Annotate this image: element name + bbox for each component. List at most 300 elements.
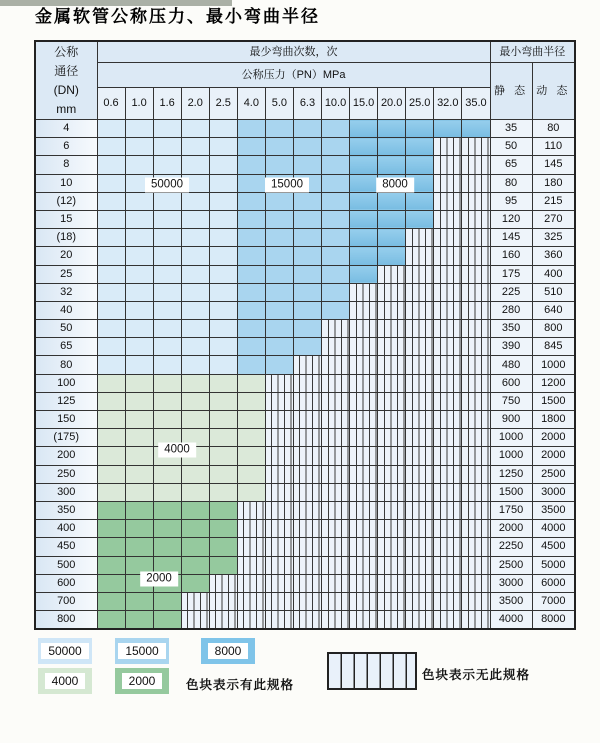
no-spec-cell: [237, 501, 265, 519]
no-spec-cell: [350, 429, 378, 447]
spec-cell: [265, 247, 293, 265]
no-spec-cell: [322, 574, 350, 592]
no-spec-cell: [350, 374, 378, 392]
spec-cell: [293, 301, 321, 319]
spec-cell: [97, 174, 125, 192]
no-spec-cell: [462, 520, 490, 538]
table-body: [35, 120, 575, 630]
spec-cell: [293, 338, 321, 356]
static-radius-cell: 50: [490, 138, 532, 156]
spec-cell: [97, 483, 125, 501]
static-radius-cell: 1250: [490, 465, 532, 483]
table-row: [35, 465, 575, 483]
no-spec-cell: [265, 592, 293, 610]
spec-cell: [97, 447, 125, 465]
pressure-header: 32.0: [434, 88, 462, 120]
no-spec-cell: [406, 411, 434, 429]
dynamic-radius-cell: 510: [532, 283, 575, 301]
spec-cell: [265, 301, 293, 319]
spec-cell: [322, 247, 350, 265]
spec-cell: [181, 374, 209, 392]
spec-cell: [293, 156, 321, 174]
spec-cell: [97, 338, 125, 356]
spec-cell: [265, 210, 293, 228]
table-row: [35, 574, 575, 592]
spec-cell: [406, 192, 434, 210]
spec-cell: [125, 301, 153, 319]
spec-cell: [350, 174, 378, 192]
dn-header-line: 通径: [54, 63, 79, 78]
spec-cell: [378, 120, 406, 138]
no-spec-cell: [434, 592, 462, 610]
dynamic-radius-cell: 145: [532, 156, 575, 174]
table-row: [35, 229, 575, 247]
spec-cell: [209, 174, 237, 192]
spec-cell: [293, 247, 321, 265]
spec-cell: [125, 265, 153, 283]
spec-cell: [125, 411, 153, 429]
no-spec-cell: [462, 174, 490, 192]
no-spec-cell: [462, 429, 490, 447]
no-spec-cell: [434, 338, 462, 356]
no-spec-cell: [434, 229, 462, 247]
spec-cell: [125, 538, 153, 556]
spec-cell: [434, 120, 462, 138]
static-radius-cell: 390: [490, 338, 532, 356]
spec-cell: [378, 192, 406, 210]
no-spec-cell: [209, 592, 237, 610]
no-spec-cell: [406, 556, 434, 574]
spec-cell: [153, 538, 181, 556]
no-spec-cell: [378, 556, 406, 574]
dn-cell: 350: [35, 501, 97, 519]
spec-cell: [125, 592, 153, 610]
table-row: [35, 411, 575, 429]
spec-cell: [153, 411, 181, 429]
dynamic-radius-cell: 8000: [532, 611, 575, 630]
spec-cell: [97, 301, 125, 319]
no-spec-cell: [462, 411, 490, 429]
spec-cell: [406, 210, 434, 228]
spec-cell: [462, 120, 490, 138]
spec-cell: [237, 411, 265, 429]
no-spec-cell: [322, 556, 350, 574]
no-spec-cell: [378, 574, 406, 592]
dn-header-line: 公称: [54, 44, 79, 59]
no-spec-cell: [265, 538, 293, 556]
no-spec-cell: [378, 501, 406, 519]
legend-has-spec-note: 色块表示有此规格: [186, 678, 295, 692]
spec-cell: [153, 120, 181, 138]
no-spec-cell: [265, 574, 293, 592]
no-spec-cell: [406, 574, 434, 592]
no-spec-cell: [350, 338, 378, 356]
spec-cell: [125, 247, 153, 265]
no-spec-cell: [265, 429, 293, 447]
legend-swatch-15000: [115, 638, 169, 664]
no-spec-cell: [322, 374, 350, 392]
spec-cell: [97, 574, 125, 592]
dn-header-line: mm: [56, 101, 77, 116]
spec-cell: [97, 411, 125, 429]
no-spec-cell: [350, 538, 378, 556]
no-spec-cell: [462, 229, 490, 247]
no-spec-cell: [434, 520, 462, 538]
dynamic-radius-cell: 80: [532, 120, 575, 138]
table-row: [35, 538, 575, 556]
spec-cell: [293, 120, 321, 138]
table-header: [35, 41, 575, 120]
dynamic-radius-cell: 325: [532, 229, 575, 247]
spec-cell: [322, 283, 350, 301]
no-spec-cell: [462, 210, 490, 228]
pressure-band-header: 公称压力（PN）MPa: [97, 63, 490, 88]
spec-cell: [97, 556, 125, 574]
table-row: [35, 192, 575, 210]
dn-cell: 450: [35, 538, 97, 556]
no-spec-cell: [406, 611, 434, 630]
spec-cell: [322, 138, 350, 156]
no-spec-cell: [350, 283, 378, 301]
dynamic-radius-cell: 6000: [532, 574, 575, 592]
spec-cell: [181, 247, 209, 265]
dynamic-radius-cell: 4500: [532, 538, 575, 556]
spec-cell: [209, 265, 237, 283]
no-spec-cell: [406, 465, 434, 483]
no-spec-cell: [350, 611, 378, 630]
spec-cell: [237, 356, 265, 374]
spec-cell: [209, 283, 237, 301]
spec-cell: [209, 247, 237, 265]
spec-cell: [209, 301, 237, 319]
no-spec-cell: [434, 138, 462, 156]
header-row-1: [35, 41, 575, 63]
dn-cell: 4: [35, 120, 97, 138]
spec-cell: [265, 320, 293, 338]
spec-cell: [181, 265, 209, 283]
spec-cell: [181, 156, 209, 174]
table-row: [35, 338, 575, 356]
spec-cell: [181, 138, 209, 156]
dn-cell: (175): [35, 429, 97, 447]
zone-label-8000: 8000: [376, 178, 414, 193]
dn-cell: 25: [35, 265, 97, 283]
spec-cell: [97, 320, 125, 338]
no-spec-cell: [462, 501, 490, 519]
table-row: [35, 356, 575, 374]
no-spec-cell: [322, 483, 350, 501]
spec-cell: [125, 338, 153, 356]
dn-cell: 600: [35, 574, 97, 592]
spec-cell: [209, 356, 237, 374]
spec-cell: [153, 192, 181, 210]
spec-cell: [181, 210, 209, 228]
no-spec-cell: [322, 465, 350, 483]
no-spec-cell: [350, 592, 378, 610]
no-spec-cell: [378, 429, 406, 447]
spec-cell: [153, 138, 181, 156]
no-spec-cell: [209, 611, 237, 630]
no-spec-cell: [293, 411, 321, 429]
spec-cell: [237, 320, 265, 338]
no-spec-cell: [434, 192, 462, 210]
no-spec-cell: [462, 320, 490, 338]
spec-cell: [237, 429, 265, 447]
dynamic-radius-cell: 7000: [532, 592, 575, 610]
spec-cell: [322, 156, 350, 174]
spec-cell: [378, 210, 406, 228]
no-spec-cell: [462, 192, 490, 210]
spec-cell: [97, 592, 125, 610]
spec-cell: [125, 611, 153, 630]
spec-cell: [237, 392, 265, 410]
dynamic-radius-cell: 270: [532, 210, 575, 228]
no-spec-cell: [265, 392, 293, 410]
no-spec-cell: [237, 556, 265, 574]
static-radius-cell: 3000: [490, 574, 532, 592]
dn-cell: 300: [35, 483, 97, 501]
spec-cell: [265, 120, 293, 138]
no-spec-cell: [434, 447, 462, 465]
static-radius-cell: 225: [490, 283, 532, 301]
spec-cell: [209, 156, 237, 174]
pressure-header: 2.5: [209, 88, 237, 120]
no-spec-cell: [322, 411, 350, 429]
dn-cell: 100: [35, 374, 97, 392]
no-spec-cell: [350, 392, 378, 410]
no-spec-cell: [378, 338, 406, 356]
no-spec-cell: [462, 611, 490, 630]
spec-cell: [237, 229, 265, 247]
no-spec-cell: [265, 520, 293, 538]
spec-cell: [97, 156, 125, 174]
dn-cell: 8: [35, 156, 97, 174]
no-spec-cell: [293, 392, 321, 410]
dynamic-radius-cell: 1500: [532, 392, 575, 410]
no-spec-cell: [378, 483, 406, 501]
spec-cell: [209, 538, 237, 556]
no-spec-cell: [378, 611, 406, 630]
pressure-header: 0.6: [97, 88, 125, 120]
no-spec-cell: [434, 538, 462, 556]
no-spec-cell: [293, 538, 321, 556]
spec-cell: [350, 120, 378, 138]
dynamic-radius-cell: 1200: [532, 374, 575, 392]
dn-cell: 50: [35, 320, 97, 338]
no-spec-cell: [406, 229, 434, 247]
static-radius-cell: 480: [490, 356, 532, 374]
no-spec-cell: [462, 374, 490, 392]
legend-swatch-2000: [115, 668, 169, 694]
no-spec-cell: [322, 611, 350, 630]
table-row: [35, 483, 575, 501]
dn-cell: 200: [35, 447, 97, 465]
static-radius-cell: 160: [490, 247, 532, 265]
no-spec-cell: [378, 320, 406, 338]
dn-cell: 20: [35, 247, 97, 265]
pressure-header: 15.0: [350, 88, 378, 120]
pressure-header: 25.0: [406, 88, 434, 120]
spec-cell: [209, 520, 237, 538]
spec-cell: [406, 156, 434, 174]
no-spec-cell: [322, 356, 350, 374]
spec-cell: [97, 283, 125, 301]
no-spec-cell: [434, 265, 462, 283]
pressure-header: 5.0: [265, 88, 293, 120]
legend-no-spec-swatch: [327, 652, 417, 690]
dn-header-line: (DN): [53, 82, 79, 97]
no-spec-cell: [406, 520, 434, 538]
spec-cell: [125, 229, 153, 247]
dn-header: [35, 41, 97, 120]
spec-cell: [293, 192, 321, 210]
no-spec-cell: [378, 538, 406, 556]
table-row: [35, 592, 575, 610]
spec-cell: [209, 411, 237, 429]
no-spec-cell: [293, 483, 321, 501]
no-spec-cell: [406, 501, 434, 519]
no-spec-cell: [406, 247, 434, 265]
no-spec-cell: [378, 447, 406, 465]
spec-cell: [237, 265, 265, 283]
spec-cell: [265, 265, 293, 283]
no-spec-cell: [434, 392, 462, 410]
spec-cell: [237, 174, 265, 192]
dynamic-radius-cell: 640: [532, 301, 575, 319]
no-spec-cell: [293, 574, 321, 592]
spec-cell: [322, 265, 350, 283]
spec-cell: [125, 210, 153, 228]
dynamic-radius-cell: 2500: [532, 465, 575, 483]
spec-cell: [237, 301, 265, 319]
no-spec-cell: [265, 374, 293, 392]
spec-cell: [265, 356, 293, 374]
spec-cell: [125, 429, 153, 447]
no-spec-cell: [293, 429, 321, 447]
pressure-header: 6.3: [293, 88, 321, 120]
static-radius-cell: 2000: [490, 520, 532, 538]
static-radius-cell: 4000: [490, 611, 532, 630]
no-spec-cell: [378, 520, 406, 538]
dn-cell: 80: [35, 356, 97, 374]
no-spec-cell: [434, 320, 462, 338]
spec-cell: [97, 120, 125, 138]
spec-cell: [237, 447, 265, 465]
spec-cell: [153, 247, 181, 265]
no-spec-cell: [406, 283, 434, 301]
table-row: [35, 556, 575, 574]
static-radius-cell: 95: [490, 192, 532, 210]
dynamic-radius-cell: 110: [532, 138, 575, 156]
spec-cell: [181, 483, 209, 501]
dn-cell: 125: [35, 392, 97, 410]
no-spec-cell: [462, 138, 490, 156]
spec-cell: [209, 338, 237, 356]
pressure-header: 1.0: [125, 88, 153, 120]
no-spec-cell: [350, 320, 378, 338]
static-radius-cell: 2500: [490, 556, 532, 574]
table-row: [35, 138, 575, 156]
spec-cell: [97, 247, 125, 265]
static-radius-cell: 35: [490, 120, 532, 138]
spec-cell: [181, 520, 209, 538]
no-spec-cell: [406, 429, 434, 447]
no-spec-cell: [406, 447, 434, 465]
no-spec-cell: [237, 574, 265, 592]
no-spec-cell: [293, 447, 321, 465]
spec-cell: [237, 156, 265, 174]
spec-cell: [322, 192, 350, 210]
spec-cell: [293, 138, 321, 156]
spec-cell: [181, 338, 209, 356]
dynamic-header: 动 态: [532, 63, 575, 120]
spec-cell: [378, 156, 406, 174]
spec-table: [34, 40, 576, 630]
bend-cycles-header: 最少弯曲次数，次: [97, 41, 490, 63]
pressure-header: 20.0: [378, 88, 406, 120]
no-spec-cell: [434, 174, 462, 192]
dn-cell: 10: [35, 174, 97, 192]
no-spec-cell: [462, 301, 490, 319]
no-spec-cell: [350, 356, 378, 374]
spec-cell: [125, 156, 153, 174]
no-spec-cell: [378, 592, 406, 610]
spec-cell: [293, 283, 321, 301]
spec-cell: [97, 374, 125, 392]
spec-cell: [181, 392, 209, 410]
spec-cell: [181, 301, 209, 319]
spec-cell: [153, 265, 181, 283]
spec-cell: [237, 338, 265, 356]
spec-cell: [209, 320, 237, 338]
spec-cell: [209, 447, 237, 465]
zone-label-50000: 50000: [145, 178, 189, 193]
dn-cell: 6: [35, 138, 97, 156]
no-spec-cell: [462, 574, 490, 592]
spec-cell: [153, 156, 181, 174]
spec-cell: [97, 138, 125, 156]
no-spec-cell: [434, 556, 462, 574]
no-spec-cell: [462, 592, 490, 610]
no-spec-cell: [293, 356, 321, 374]
dynamic-radius-cell: 845: [532, 338, 575, 356]
no-spec-cell: [462, 283, 490, 301]
dynamic-radius-cell: 1800: [532, 411, 575, 429]
no-spec-cell: [265, 556, 293, 574]
dynamic-radius-cell: 4000: [532, 520, 575, 538]
static-radius-cell: 750: [490, 392, 532, 410]
legend-swatch-value: 15000: [118, 643, 165, 659]
spec-cell: [406, 120, 434, 138]
static-radius-cell: 1500: [490, 483, 532, 501]
spec-cell: [125, 465, 153, 483]
table-row: [35, 501, 575, 519]
static-radius-cell: 145: [490, 229, 532, 247]
static-radius-cell: 1000: [490, 447, 532, 465]
no-spec-cell: [378, 301, 406, 319]
spec-cell: [97, 392, 125, 410]
no-spec-cell: [322, 520, 350, 538]
spec-cell: [125, 320, 153, 338]
static-radius-cell: 3500: [490, 592, 532, 610]
table-row: [35, 429, 575, 447]
dynamic-radius-cell: 5000: [532, 556, 575, 574]
dn-cell: 700: [35, 592, 97, 610]
spec-cell: [322, 301, 350, 319]
dn-cell: 500: [35, 556, 97, 574]
table-row: [35, 210, 575, 228]
spec-cell: [265, 138, 293, 156]
